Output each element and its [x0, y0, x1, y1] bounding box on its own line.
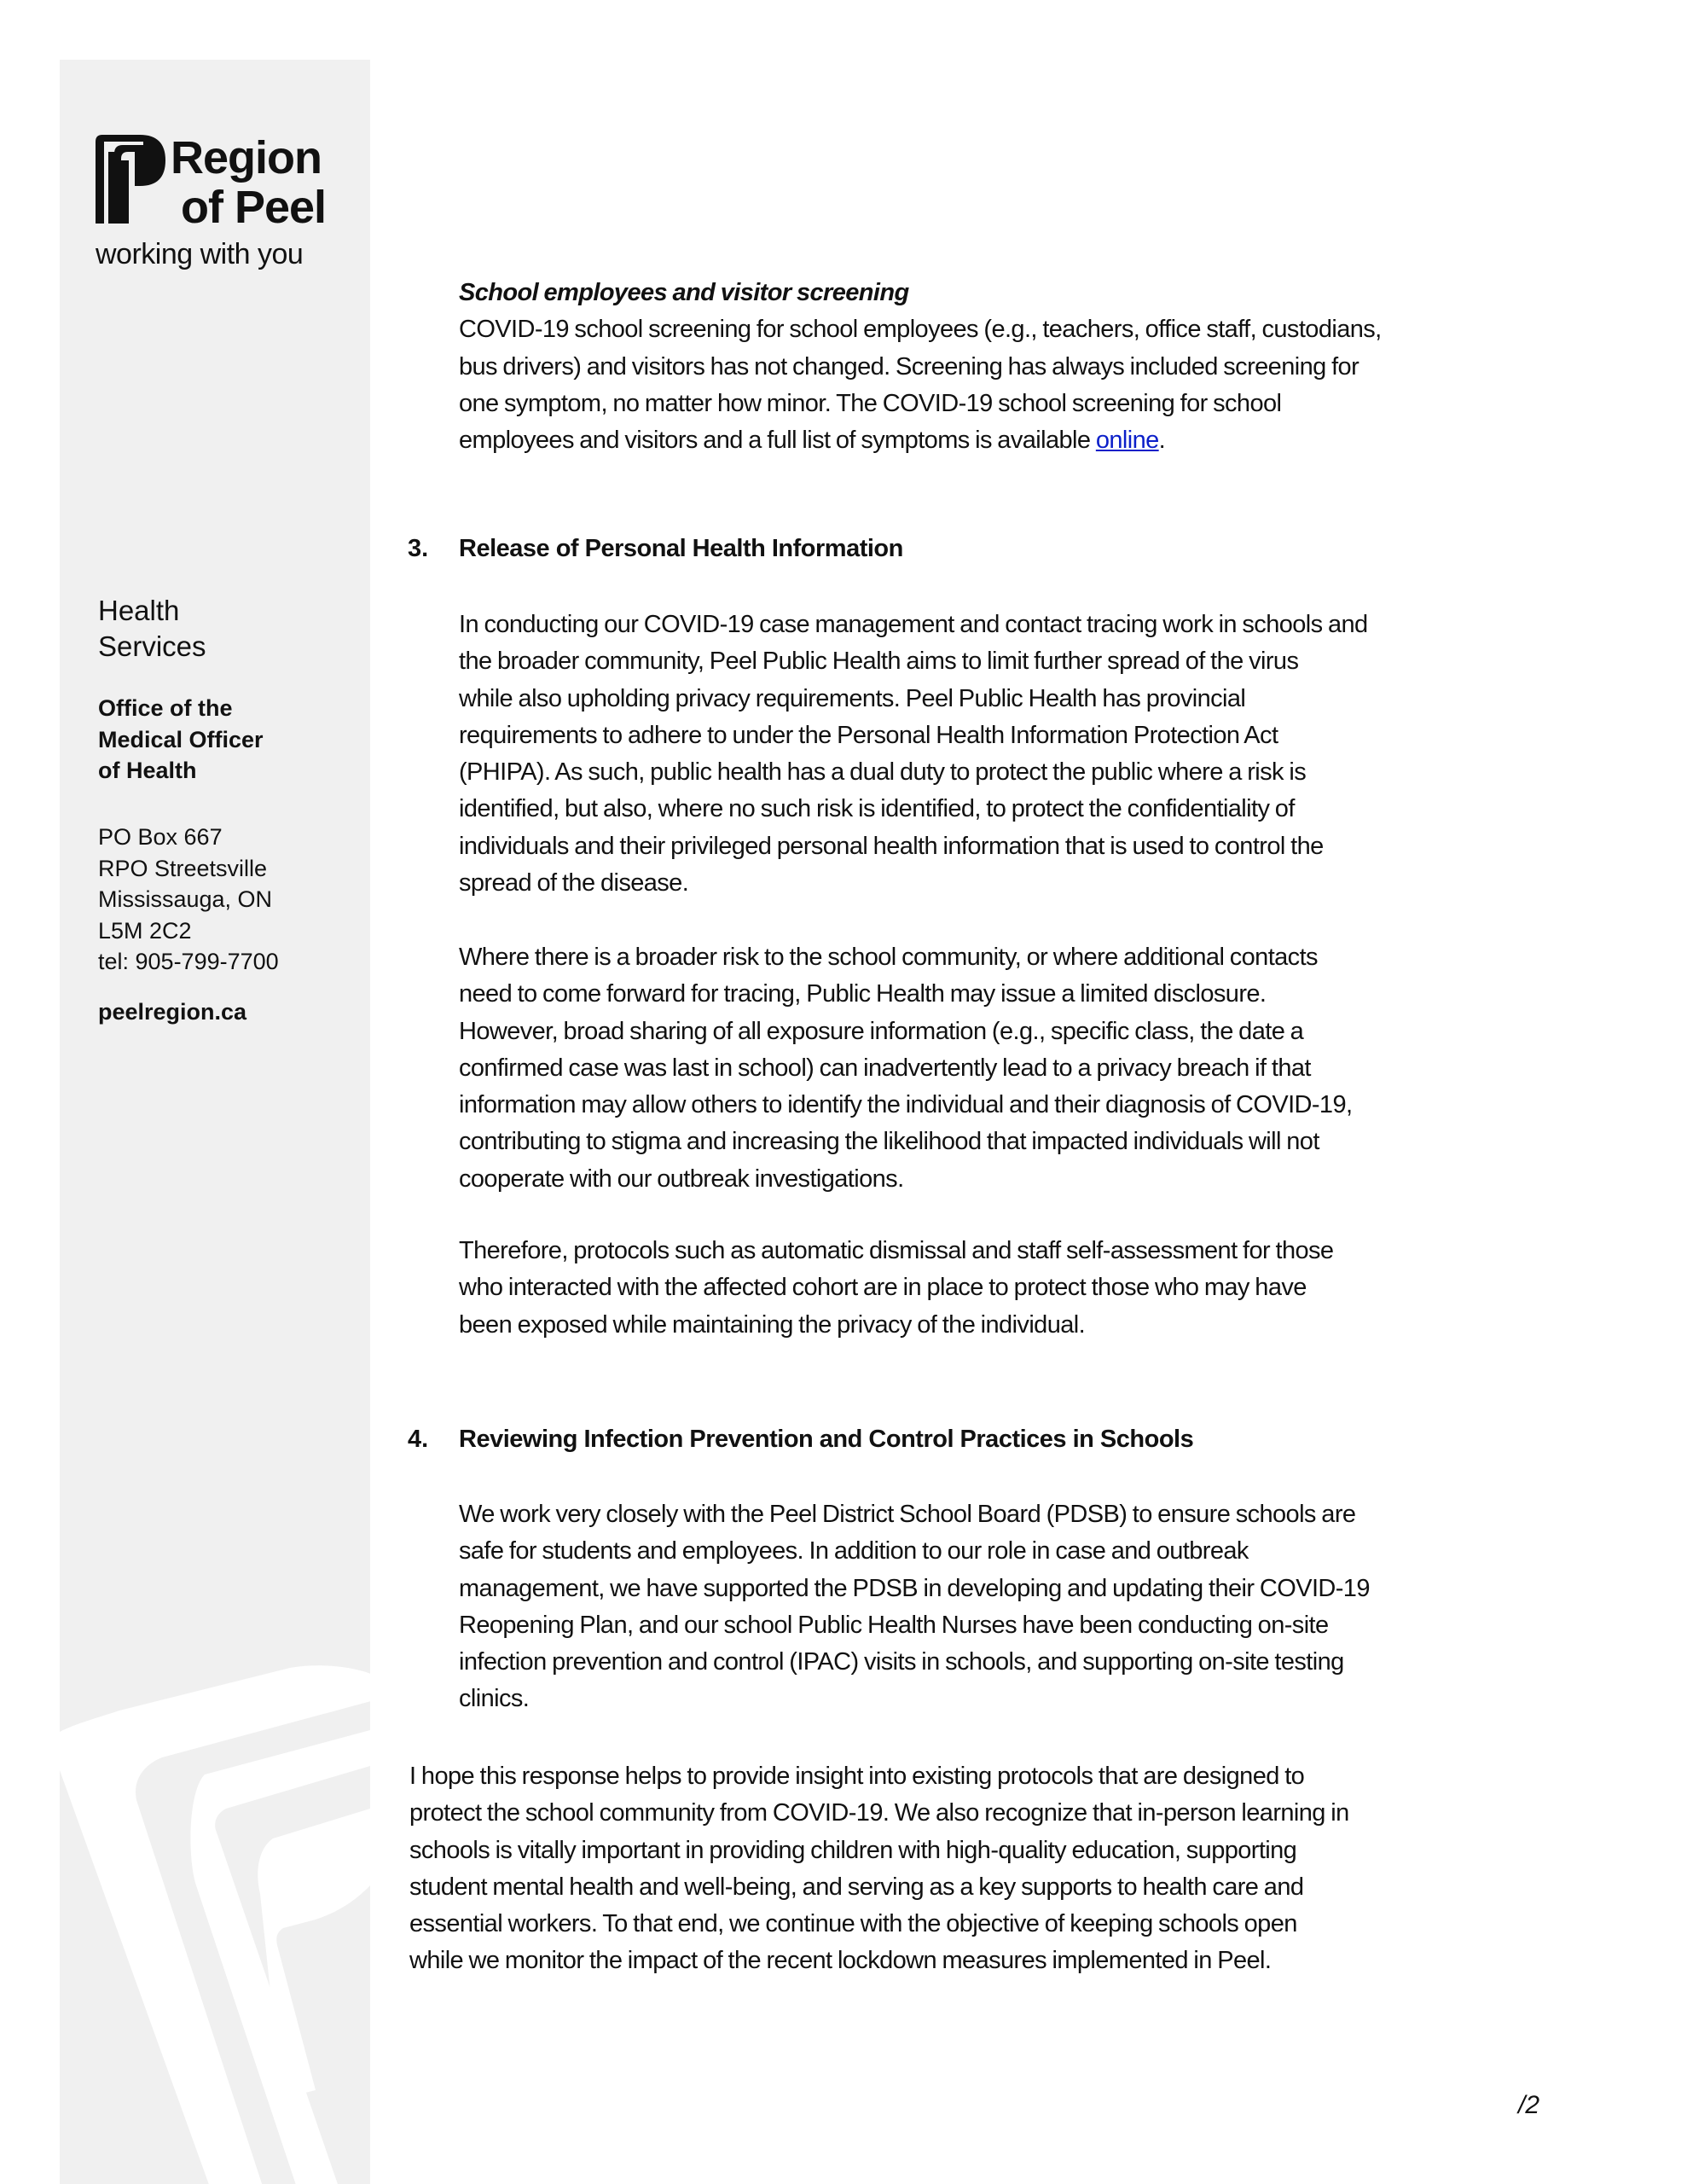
- office-line: Office of the: [98, 695, 233, 721]
- paragraph-line: In conducting our COVID-19 case management and contact tracing work in schools and: [459, 611, 1368, 638]
- logo-tagline: working with you: [96, 238, 304, 270]
- paragraph-line: individuals and their privileged personal health information that is used to control the: [459, 832, 1324, 860]
- paragraph-line: I hope this response helps to provide insight into existing protocols that are designed to: [409, 1763, 1305, 1790]
- section-4-heading: Reviewing Infection Prevention and Control Practices in Schools: [459, 1426, 1194, 1453]
- paragraph-line: [459, 422, 1382, 459]
- section-3-paragraph-3: [459, 1233, 1333, 1344]
- paragraph-line: while also upholding privacy requirements. Peel Public Health has provincial: [459, 684, 1246, 712]
- paragraph-line: cooperate with our outbreak investigations.: [459, 1165, 904, 1193]
- paragraph-line: confirmed case was last in school) can inadvertently lead to a privacy breach if that: [459, 1054, 1311, 1082]
- paragraph-line: while we monitor the impact of the recent lockdown measures implemented in Peel.: [409, 1947, 1272, 1975]
- paragraph-line: COVID-19 school screening for school employees (e.g., teachers, office staff, custodians,: [459, 316, 1382, 344]
- address-line: L5M 2C2: [98, 917, 192, 944]
- screening-section: [459, 275, 1382, 459]
- office-name: [98, 693, 264, 787]
- mailing-address: [98, 822, 279, 978]
- letterhead-sidebar: [60, 60, 370, 2184]
- section-3-number: 3.: [408, 535, 429, 562]
- logo-word-region: Region: [171, 132, 322, 183]
- screening-subheading: School employees and visitor screening: [459, 279, 909, 306]
- paragraph-line: spread of the disease.: [459, 869, 689, 897]
- paragraph-line: Where there is a broader risk to the school community, or where additional contacts: [459, 944, 1318, 971]
- region-of-peel-logo: [96, 132, 351, 271]
- paragraph-line: Reopening Plan, and our school Public Health Nurses have been conducting on-site: [459, 1611, 1329, 1639]
- paragraph-line: clinics.: [459, 1685, 530, 1713]
- section-3-paragraph-1: [459, 607, 1368, 902]
- peel-p-logo-icon: [96, 135, 165, 224]
- department-line: Health: [98, 595, 180, 626]
- paragraph-line: information may allow others to identify the individual and their diagnosis of COVID-19,: [459, 1091, 1353, 1119]
- department-line: Services: [98, 630, 206, 662]
- paragraph-line: (PHIPA). As such, public health has a dual duty to protect the public where a risk is: [459, 758, 1307, 787]
- department-name: [98, 593, 206, 665]
- paragraph-line: safe for students and employees. In addition to our role in case and outbreak: [459, 1537, 1249, 1565]
- paragraph-text: .: [1158, 427, 1166, 455]
- paragraph-line: Therefore, protocols such as automatic dismissal and staff self-assessment for those: [459, 1237, 1334, 1264]
- paragraph-line: However, broad sharing of all exposure information (e.g., specific class, the date a: [459, 1017, 1304, 1045]
- section-3-paragraph-2: [459, 939, 1352, 1198]
- logo-word-of-peel: of Peel: [181, 182, 327, 233]
- office-line: of Health: [98, 758, 197, 783]
- address-line: RPO Streetsville: [98, 855, 268, 881]
- paragraph-line: schools is vitally important in providing children with high-quality education, supporting: [409, 1836, 1297, 1864]
- section-4-paragraph: [459, 1496, 1370, 1718]
- paragraph-line: need to come forward for tracing, Public Health may issue a limited disclosure.: [459, 980, 1267, 1008]
- paragraph-line: been exposed while maintaining the privacy of the individual.: [459, 1310, 1086, 1339]
- paragraph-line: one symptom, no matter how minor. The COVID-19 school screening for school: [459, 389, 1282, 417]
- peel-logo-watermark-icon: [60, 60, 370, 2184]
- paragraph-line: We work very closely with the Peel District School Board (PDSB) to ensure schools are: [459, 1501, 1356, 1528]
- paragraph-line: essential workers. To that end, we continue with the objective of keeping schools open: [409, 1910, 1297, 1938]
- paragraph-line: infection prevention and control (IPAC) visits in schools, and supporting on-site testing: [459, 1648, 1344, 1676]
- section-4-number: 4.: [408, 1426, 429, 1453]
- paragraph-line: identified, but also, where no such risk is identified, to protect the confidentiality of: [459, 795, 1295, 823]
- website: peelregion.ca: [98, 999, 247, 1025]
- paragraph-line: bus drivers) and visitors has not changed. Screening has always included screening for: [459, 352, 1359, 380]
- section-3-heading: Release of Personal Health Information: [459, 535, 903, 562]
- paragraph-line: student mental health and well-being, and serving as a key supports to health care and: [409, 1873, 1304, 1901]
- closing-paragraph: [409, 1758, 1349, 1980]
- paragraph-line: the broader community, Peel Public Health aims to limit further spread of the virus: [459, 648, 1299, 676]
- paragraph-line: management, we have supported the PDSB in developing and updating their COVID-19: [459, 1574, 1370, 1602]
- address-line: Mississauga, ON: [98, 886, 273, 912]
- address-line: PO Box 667: [98, 824, 223, 850]
- paragraph-line: requirements to adhere to under the Personal Health Information Protection Act: [459, 721, 1278, 749]
- office-line: Medical Officer: [98, 726, 264, 752]
- paragraph-line: contributing to stigma and increasing the likelihood that impacted individuals will not: [459, 1128, 1319, 1156]
- paragraph-line: who interacted with the affected cohort are in place to protect those who may have: [459, 1274, 1307, 1302]
- online-link[interactable]: online: [1095, 427, 1159, 455]
- paragraph-text: employees and visitors and a full list of symptoms is available: [459, 427, 1096, 455]
- phone-number: tel: 905-799-7700: [98, 949, 279, 974]
- page-continuation-indicator: /2: [1518, 2091, 1540, 2119]
- paragraph-line: protect the school community from COVID-19. We also recognize that in-person learning in: [409, 1799, 1349, 1827]
